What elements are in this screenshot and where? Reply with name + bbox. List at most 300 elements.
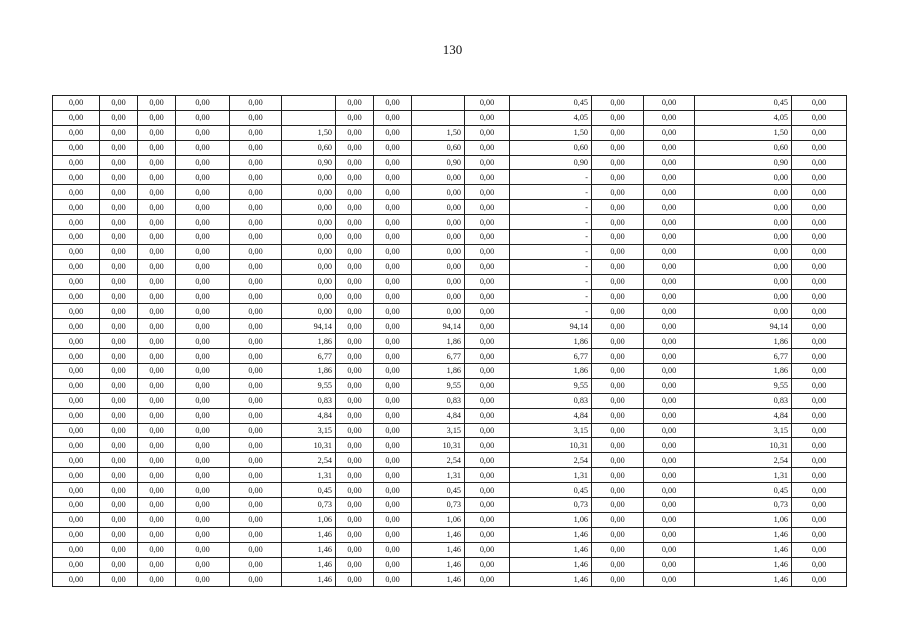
table-cell: 0,00	[792, 215, 847, 230]
table-cell: 0,00	[644, 125, 695, 140]
table-cell: 3,15	[695, 423, 792, 438]
table-cell: 0,00	[644, 393, 695, 408]
table-cell: 0,73	[510, 498, 592, 513]
table-cell: 0,00	[176, 453, 230, 468]
table-cell: 0,00	[792, 304, 847, 319]
table-cell: 0,00	[336, 438, 374, 453]
table-cell: 1,46	[695, 527, 792, 542]
table-cell: 0,00	[792, 125, 847, 140]
table-cell: 2,54	[412, 453, 465, 468]
table-cell: 0,00	[53, 155, 100, 170]
table-cell: 1,86	[695, 334, 792, 349]
table-cell: 0,00	[100, 185, 138, 200]
table-cell: 0,00	[138, 244, 176, 259]
table-cell: 0,00	[374, 572, 412, 587]
table-cell: 0,00	[230, 319, 282, 334]
table-cell: -	[510, 200, 592, 215]
table-cell: 0,00	[792, 527, 847, 542]
table-cell: 0,00	[644, 155, 695, 170]
table-cell: 0,00	[644, 557, 695, 572]
table-cell: 0,00	[230, 289, 282, 304]
table-cell: 4,84	[412, 408, 465, 423]
table-cell: 0,00	[592, 274, 644, 289]
table-cell: 0,00	[176, 274, 230, 289]
table-cell: 0,00	[465, 155, 510, 170]
table-cell: 0,00	[465, 185, 510, 200]
table-cell: 0,00	[374, 259, 412, 274]
table-cell: 0,00	[695, 170, 792, 185]
table-cell: 0,00	[465, 200, 510, 215]
table-cell: 0,73	[282, 498, 336, 513]
table-row	[53, 155, 847, 170]
table-cell: 0,00	[644, 453, 695, 468]
table-cell: 0,00	[592, 185, 644, 200]
table-cell: 0,00	[592, 170, 644, 185]
table-cell: 0,00	[792, 110, 847, 125]
table-cell: 0,00	[100, 572, 138, 587]
table-cell: 0,00	[374, 170, 412, 185]
table-cell: -	[510, 259, 592, 274]
table-cell: 9,55	[282, 378, 336, 393]
table-cell: 0,00	[230, 349, 282, 364]
table-cell: 0,00	[336, 512, 374, 527]
table-cell: 0,00	[336, 110, 374, 125]
table-cell: 0,00	[374, 110, 412, 125]
table-cell: 0,00	[53, 244, 100, 259]
table-cell: 0,73	[412, 498, 465, 513]
table-cell: 0,00	[412, 200, 465, 215]
table-cell: 0,00	[282, 185, 336, 200]
table-cell: 0,00	[138, 527, 176, 542]
table-cell: 0,00	[336, 468, 374, 483]
table-cell: 0,00	[138, 334, 176, 349]
table-row	[53, 378, 847, 393]
table-cell: 0,00	[374, 423, 412, 438]
table-cell: 0,00	[336, 289, 374, 304]
table-cell: 0,00	[374, 200, 412, 215]
table-cell: 0,00	[336, 304, 374, 319]
table-cell: 0,00	[592, 423, 644, 438]
table-cell: 1,06	[695, 512, 792, 527]
table-row	[53, 438, 847, 453]
table-cell: 0,00	[176, 289, 230, 304]
table-cell: 0,00	[374, 319, 412, 334]
table-cell: 0,00	[374, 438, 412, 453]
table-cell: 6,77	[510, 349, 592, 364]
table-cell: 0,00	[644, 304, 695, 319]
table-cell: 0,00	[374, 453, 412, 468]
table-row	[53, 200, 847, 215]
table-cell: 0,00	[336, 125, 374, 140]
table-cell: 0,00	[792, 349, 847, 364]
table-cell: 0,00	[336, 408, 374, 423]
table-cell: 0,00	[176, 423, 230, 438]
table-cell: 0,00	[336, 453, 374, 468]
table-cell: 1,46	[282, 527, 336, 542]
table-row	[53, 259, 847, 274]
table-cell: 0,45	[695, 483, 792, 498]
table-cell: 0,00	[138, 438, 176, 453]
table-cell: 0,00	[100, 498, 138, 513]
table-cell: 0,00	[792, 96, 847, 111]
table-cell: 0,45	[510, 96, 592, 111]
table-cell: 0,00	[100, 527, 138, 542]
table-row	[53, 140, 847, 155]
table-cell: 1,46	[282, 557, 336, 572]
table-cell: 0,83	[412, 393, 465, 408]
table-cell: -	[510, 274, 592, 289]
table-cell: 0,00	[138, 542, 176, 557]
table-cell: 0,00	[374, 155, 412, 170]
table-cell: 0,00	[100, 170, 138, 185]
table-cell: 0,00	[100, 200, 138, 215]
table-cell: 0,00	[100, 215, 138, 230]
table-cell: 1,46	[412, 527, 465, 542]
table-cell: 0,00	[412, 304, 465, 319]
table-cell: 0,00	[465, 498, 510, 513]
table-cell: 94,14	[282, 319, 336, 334]
table-row	[53, 125, 847, 140]
table-cell: 0,00	[100, 378, 138, 393]
table-cell: 0,00	[592, 215, 644, 230]
table-cell: 0,00	[644, 230, 695, 245]
table-cell: 0,45	[695, 96, 792, 111]
table-cell: 0,00	[465, 453, 510, 468]
table-cell: 0,00	[592, 498, 644, 513]
table-cell: 0,00	[138, 185, 176, 200]
table-cell: 0,00	[230, 230, 282, 245]
table-cell: 0,00	[465, 408, 510, 423]
table-cell: 0,00	[695, 215, 792, 230]
table-cell: 0,00	[138, 289, 176, 304]
table-cell: 0,90	[510, 155, 592, 170]
table-cell: 1,50	[412, 125, 465, 140]
table-cell: 0,00	[374, 542, 412, 557]
table-cell: 0,00	[176, 512, 230, 527]
table-cell: 0,00	[100, 408, 138, 423]
table-cell: 0,90	[282, 155, 336, 170]
table-cell: 0,00	[138, 498, 176, 513]
table-row	[53, 110, 847, 125]
table-cell: 0,00	[230, 408, 282, 423]
table-cell: 0,00	[374, 483, 412, 498]
table-cell: 1,46	[510, 557, 592, 572]
table-cell: 0,00	[176, 572, 230, 587]
table-cell: 0,00	[176, 125, 230, 140]
table-cell: 0,00	[374, 96, 412, 111]
table-cell: 0,00	[374, 468, 412, 483]
table-cell: 0,00	[465, 423, 510, 438]
table-cell: 94,14	[412, 319, 465, 334]
table-cell: 0,00	[53, 185, 100, 200]
table-cell: 0,00	[374, 393, 412, 408]
table-cell: 0,00	[176, 498, 230, 513]
table-cell: 1,31	[510, 468, 592, 483]
table-cell: 0,00	[100, 423, 138, 438]
table-cell: 0,00	[465, 170, 510, 185]
table-cell: 0,00	[53, 453, 100, 468]
table-row	[53, 274, 847, 289]
table-cell: 0,00	[792, 185, 847, 200]
table-cell: 0,00	[176, 378, 230, 393]
table-cell: 1,86	[510, 334, 592, 349]
table-cell: 0,00	[230, 334, 282, 349]
table-cell: 0,00	[465, 304, 510, 319]
table-cell: 0,00	[465, 140, 510, 155]
table-cell: 0,00	[100, 483, 138, 498]
table-cell: 0,00	[53, 393, 100, 408]
table-row	[53, 304, 847, 319]
table-cell: 1,31	[695, 468, 792, 483]
table-cell: 0,00	[100, 319, 138, 334]
table-cell: 0,00	[592, 155, 644, 170]
table-cell: 0,00	[230, 125, 282, 140]
table-cell: 1,50	[282, 125, 336, 140]
table-cell: 0,00	[230, 304, 282, 319]
table-cell: 0,00	[138, 364, 176, 379]
table-cell: 0,00	[230, 110, 282, 125]
table-cell: 0,00	[138, 155, 176, 170]
table-cell: 0,00	[176, 96, 230, 111]
table-row	[53, 349, 847, 364]
table-cell: 0,00	[53, 140, 100, 155]
table-cell: 0,00	[53, 319, 100, 334]
table-row	[53, 408, 847, 423]
table-cell: -	[510, 230, 592, 245]
table-cell: 9,55	[510, 378, 592, 393]
table-cell: 0,00	[100, 438, 138, 453]
table-cell: -	[510, 215, 592, 230]
table-cell: 0,00	[374, 244, 412, 259]
table-cell: 0,00	[100, 259, 138, 274]
table-cell: 0,00	[592, 527, 644, 542]
table-cell: 1,46	[412, 557, 465, 572]
table-cell: 0,00	[644, 259, 695, 274]
table-cell: 0,00	[792, 393, 847, 408]
table-cell: 0,00	[792, 230, 847, 245]
table-cell: 9,55	[695, 378, 792, 393]
table-cell: 0,00	[644, 498, 695, 513]
table-cell: 94,14	[695, 319, 792, 334]
table-cell: 0,00	[100, 512, 138, 527]
table-cell: 0,00	[176, 408, 230, 423]
table-cell: 0,60	[282, 140, 336, 155]
table-cell: 0,00	[100, 155, 138, 170]
table-cell: 0,00	[644, 96, 695, 111]
data-table	[52, 95, 847, 587]
table-cell: 0,00	[230, 215, 282, 230]
table-row	[53, 96, 847, 111]
table-cell: 1,86	[282, 364, 336, 379]
table-cell: 0,00	[644, 140, 695, 155]
table-cell: 0,00	[53, 289, 100, 304]
table-cell: 0,00	[592, 244, 644, 259]
table-cell: 0,00	[465, 289, 510, 304]
table-cell: 0,00	[336, 244, 374, 259]
table-cell: -	[510, 289, 592, 304]
table-cell: 0,00	[374, 557, 412, 572]
table-cell: 0,00	[465, 393, 510, 408]
table-cell: 0,00	[374, 364, 412, 379]
table-cell: 1,46	[510, 542, 592, 557]
table-cell: 0,00	[792, 170, 847, 185]
table-cell: 0,00	[138, 230, 176, 245]
table-cell: 0,00	[465, 557, 510, 572]
table-cell: 0,00	[592, 289, 644, 304]
table-cell: 0,00	[53, 215, 100, 230]
table-cell: 0,00	[100, 304, 138, 319]
table-cell: 0,00	[644, 215, 695, 230]
table-cell: 0,00	[644, 512, 695, 527]
table-cell: 0,00	[176, 542, 230, 557]
table-cell: 0,00	[374, 140, 412, 155]
table-cell: 0,00	[336, 185, 374, 200]
table-cell: 1,46	[695, 572, 792, 587]
table-cell: 10,31	[412, 438, 465, 453]
table-cell: 0,00	[138, 96, 176, 111]
table-cell: 0,00	[138, 110, 176, 125]
table-cell	[282, 96, 336, 111]
table-cell: 0,00	[592, 110, 644, 125]
table-cell: 0,00	[53, 274, 100, 289]
table-cell: 4,05	[695, 110, 792, 125]
table-cell: 0,00	[792, 512, 847, 527]
table-cell: 2,54	[282, 453, 336, 468]
table-cell: 0,45	[412, 483, 465, 498]
table-cell: 0,00	[53, 170, 100, 185]
table-cell: 0,00	[100, 557, 138, 572]
table-cell: 0,00	[176, 110, 230, 125]
table-cell: 0,00	[412, 230, 465, 245]
table-cell: 0,00	[53, 542, 100, 557]
table-cell: 0,00	[336, 215, 374, 230]
table-cell: 0,00	[465, 319, 510, 334]
table-cell: 0,00	[336, 364, 374, 379]
table-row	[53, 289, 847, 304]
table-cell: 0,00	[792, 453, 847, 468]
table-cell: 0,00	[230, 274, 282, 289]
table-row	[53, 364, 847, 379]
table-cell: 0,00	[282, 304, 336, 319]
table-cell: 0,00	[336, 230, 374, 245]
table-cell: 0,00	[792, 364, 847, 379]
table-cell: 0,00	[644, 438, 695, 453]
table-cell: 0,00	[592, 230, 644, 245]
table-cell: 0,00	[792, 200, 847, 215]
table-cell: 1,86	[510, 364, 592, 379]
table-cell: 0,00	[412, 215, 465, 230]
table-cell: 10,31	[695, 438, 792, 453]
table-cell: 0,00	[138, 483, 176, 498]
table-cell: 0,00	[53, 408, 100, 423]
table-cell: 0,00	[792, 259, 847, 274]
table-cell: 1,86	[282, 334, 336, 349]
table-cell: 0,00	[53, 125, 100, 140]
table-cell: 0,00	[336, 274, 374, 289]
table-cell: 0,00	[138, 140, 176, 155]
table-cell: 0,60	[412, 140, 465, 155]
table-cell: 0,00	[336, 393, 374, 408]
table-cell: 0,00	[230, 378, 282, 393]
table-cell: 0,00	[412, 185, 465, 200]
table-cell: 0,00	[138, 423, 176, 438]
table-cell: 0,00	[644, 423, 695, 438]
table-cell: 0,00	[465, 542, 510, 557]
table-cell: 0,00	[138, 393, 176, 408]
table-cell: 0,00	[644, 274, 695, 289]
table-row	[53, 393, 847, 408]
table-cell: 0,00	[695, 230, 792, 245]
table-cell: 0,00	[100, 244, 138, 259]
table-cell: 0,00	[100, 349, 138, 364]
table-cell: 0,00	[412, 244, 465, 259]
table-cell: 0,00	[282, 259, 336, 274]
table-cell: 0,00	[374, 512, 412, 527]
table-cell: 0,00	[282, 200, 336, 215]
table-cell: 0,00	[230, 468, 282, 483]
table-cell: 0,00	[282, 274, 336, 289]
table-row	[53, 527, 847, 542]
table-cell: 0,00	[53, 423, 100, 438]
table-cell: 0,00	[138, 512, 176, 527]
table-body	[53, 96, 847, 587]
table-cell: 0,00	[230, 364, 282, 379]
table-cell: 0,00	[138, 468, 176, 483]
table-row	[53, 512, 847, 527]
table-cell: 0,00	[644, 200, 695, 215]
table-cell: 4,05	[510, 110, 592, 125]
table-cell: 1,46	[695, 542, 792, 557]
table-cell: 0,00	[644, 170, 695, 185]
table-cell: 0,00	[644, 244, 695, 259]
table-cell: 0,00	[644, 110, 695, 125]
table-cell: 0,00	[100, 96, 138, 111]
table-cell: 1,50	[695, 125, 792, 140]
table-cell: 0,00	[695, 244, 792, 259]
table-cell: 0,00	[792, 378, 847, 393]
table-cell: 1,46	[510, 527, 592, 542]
table-cell: 0,00	[592, 304, 644, 319]
table-row	[53, 215, 847, 230]
table-row	[53, 170, 847, 185]
table-cell: 0,00	[465, 364, 510, 379]
table-cell: 0,00	[230, 423, 282, 438]
table-cell: 0,00	[336, 155, 374, 170]
table-row	[53, 334, 847, 349]
table-cell: 0,00	[230, 170, 282, 185]
table-cell: 0,83	[510, 393, 592, 408]
table-cell: 0,00	[53, 527, 100, 542]
table-cell: 0,00	[53, 259, 100, 274]
table-cell: -	[510, 244, 592, 259]
table-cell: 0,00	[100, 364, 138, 379]
table-cell: 1,06	[510, 512, 592, 527]
table-cell: 0,00	[592, 468, 644, 483]
table-cell: 0,00	[336, 319, 374, 334]
table-cell: 0,00	[336, 572, 374, 587]
table-cell: 1,86	[695, 364, 792, 379]
table-cell: 0,00	[592, 453, 644, 468]
table-cell: 0,00	[138, 349, 176, 364]
table-cell: 0,00	[176, 557, 230, 572]
table-cell: 0,00	[465, 572, 510, 587]
table-cell: 0,00	[230, 483, 282, 498]
table-cell: 0,00	[138, 378, 176, 393]
table-cell: 0,00	[412, 289, 465, 304]
table-cell: 0,00	[138, 557, 176, 572]
table-cell: 0,00	[138, 304, 176, 319]
table-cell: 0,00	[336, 542, 374, 557]
